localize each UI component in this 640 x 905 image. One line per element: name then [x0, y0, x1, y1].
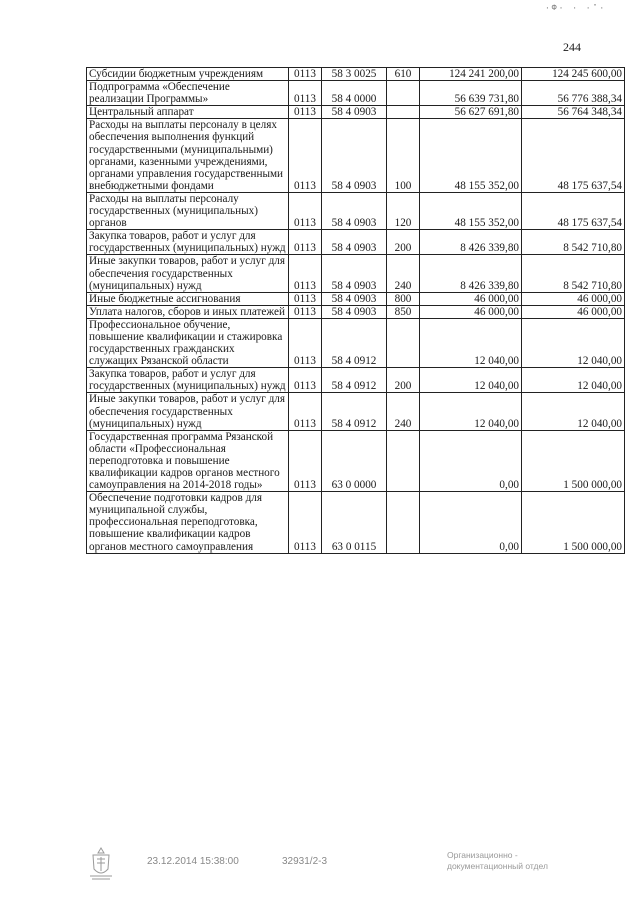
row-csr: 58 4 0903 [322, 119, 387, 193]
row-name: Государственная программа Рязанской области «Профессиональная переподготовка и повышение квалификации кадров органов местного самоуправления на 2014-2018 годы» [87, 430, 289, 491]
row-section: 0113 [289, 106, 322, 119]
table-row [87, 368, 625, 393]
row-sum-1: 56 627 691,80 [420, 106, 522, 119]
budget-table-body [87, 68, 625, 554]
row-section: 0113 [289, 68, 322, 81]
row-name: Субсидии бюджетным учреждениям [87, 68, 289, 81]
row-name: Иные бюджетные ассигнования [87, 292, 289, 305]
row-name: Подпрограмма «Обеспечение реализации Программы» [87, 81, 289, 106]
footer-department-stamp [447, 850, 548, 872]
row-csr: 63 0 0000 [322, 430, 387, 491]
row-section: 0113 [289, 119, 322, 193]
budget-table [86, 67, 625, 554]
table-row [87, 192, 625, 229]
row-sum-2: 8 542 710,80 [522, 255, 625, 292]
row-vr: 240 [387, 393, 420, 430]
row-vr: 200 [387, 230, 420, 255]
row-section: 0113 [289, 81, 322, 106]
row-csr: 58 4 0903 [322, 305, 387, 318]
row-section: 0113 [289, 430, 322, 491]
table-row [87, 430, 625, 491]
row-sum-2: 48 175 637,54 [522, 192, 625, 229]
row-vr [387, 81, 420, 106]
row-section: 0113 [289, 393, 322, 430]
row-csr: 58 4 0000 [322, 81, 387, 106]
row-sum-2: 12 040,00 [522, 318, 625, 367]
row-sum-1: 46 000,00 [420, 292, 522, 305]
table-row [87, 305, 625, 318]
row-sum-1: 0,00 [420, 492, 522, 553]
footer-timestamp: 23.12.2014 15:38:00 [147, 856, 239, 867]
table-row [87, 230, 625, 255]
row-csr: 58 4 0912 [322, 368, 387, 393]
row-name: Центральный аппарат [87, 106, 289, 119]
table-row [87, 255, 625, 292]
table-row [87, 106, 625, 119]
row-sum-2: 48 175 637,54 [522, 119, 625, 193]
row-sum-2: 56 764 348,34 [522, 106, 625, 119]
row-sum-2: 12 040,00 [522, 393, 625, 430]
row-vr [387, 318, 420, 367]
row-name: Иные закупки товаров, работ и услуг для обеспечения государственных (муниципальных) нужд [87, 393, 289, 430]
row-section: 0113 [289, 192, 322, 229]
row-vr: 200 [387, 368, 420, 393]
row-sum-1: 48 155 352,00 [420, 119, 522, 193]
table-row [87, 393, 625, 430]
row-sum-1: 46 000,00 [420, 305, 522, 318]
table-row [87, 81, 625, 106]
table-row [87, 492, 625, 553]
table-row [87, 68, 625, 81]
row-sum-2: 56 776 388,34 [522, 81, 625, 106]
row-csr: 58 4 0903 [322, 106, 387, 119]
row-section: 0113 [289, 318, 322, 367]
row-sum-2: 46 000,00 [522, 292, 625, 305]
row-csr: 58 4 0903 [322, 292, 387, 305]
row-csr: 58 4 0912 [322, 393, 387, 430]
table-row [87, 318, 625, 367]
row-vr: 800 [387, 292, 420, 305]
row-name: Расходы на выплаты персоналу в целях обеспечения выполнения функций государственными (муниципальными) органами, казенными учреждениями, органами управления государственными внебюджетными фондами [87, 119, 289, 193]
row-sum-1: 12 040,00 [420, 318, 522, 367]
stamp-line-1: Организационно - [447, 850, 518, 860]
row-vr: 100 [387, 119, 420, 193]
row-section: 0113 [289, 492, 322, 553]
row-vr [387, 106, 420, 119]
stamp-line-2: документационный отдел [447, 861, 548, 871]
row-sum-1: 8 426 339,80 [420, 255, 522, 292]
row-sum-1: 56 639 731,80 [420, 81, 522, 106]
row-vr [387, 492, 420, 553]
row-sum-2: 1 500 000,00 [522, 430, 625, 491]
row-sum-1: 48 155 352,00 [420, 192, 522, 229]
table-row [87, 119, 625, 193]
row-sum-2: 124 245 600,00 [522, 68, 625, 81]
row-csr: 58 4 0903 [322, 192, 387, 229]
row-csr: 58 4 0903 [322, 255, 387, 292]
page-number: 244 [563, 40, 581, 54]
row-vr: 610 [387, 68, 420, 81]
row-section: 0113 [289, 305, 322, 318]
row-vr: 120 [387, 192, 420, 229]
footer-doc-number: 32931/2-3 [282, 856, 328, 867]
coat-of-arms-icon [88, 846, 114, 880]
row-csr: 58 4 0912 [322, 318, 387, 367]
row-name: Закупка товаров, работ и услуг для государственных (муниципальных) нужд [87, 230, 289, 255]
row-vr: 240 [387, 255, 420, 292]
row-sum-1: 12 040,00 [420, 393, 522, 430]
row-sum-2: 1 500 000,00 [522, 492, 625, 553]
row-csr: 63 0 0115 [322, 492, 387, 553]
table-row [87, 292, 625, 305]
row-section: 0113 [289, 255, 322, 292]
row-sum-1: 8 426 339,80 [420, 230, 522, 255]
row-name: Расходы на выплаты персоналу государственных (муниципальных) органов [87, 192, 289, 229]
row-section: 0113 [289, 292, 322, 305]
row-sum-1: 124 241 200,00 [420, 68, 522, 81]
row-sum-1: 0,00 [420, 430, 522, 491]
row-section: 0113 [289, 368, 322, 393]
scan-mark: ·Ф· · ·˚· [545, 4, 607, 13]
row-csr: 58 3 0025 [322, 68, 387, 81]
row-name: Профессиональное обучение, повышение квалификации и стажировка государственных гражданских служащих Рязанской области [87, 318, 289, 367]
row-vr [387, 430, 420, 491]
row-name: Уплата налогов, сборов и иных платежей [87, 305, 289, 318]
row-csr: 58 4 0903 [322, 230, 387, 255]
row-name: Обеспечение подготовки кадров для муниципальной службы, профессиональная переподготовка, повышение квалификации кадров органов местного самоуправления [87, 492, 289, 553]
row-name: Иные закупки товаров, работ и услуг для обеспечения государственных (муниципальных) нужд [87, 255, 289, 292]
row-sum-2: 8 542 710,80 [522, 230, 625, 255]
row-name: Закупка товаров, работ и услуг для государственных (муниципальных) нужд [87, 368, 289, 393]
row-vr: 850 [387, 305, 420, 318]
row-sum-2: 46 000,00 [522, 305, 625, 318]
row-sum-2: 12 040,00 [522, 368, 625, 393]
row-section: 0113 [289, 230, 322, 255]
row-sum-1: 12 040,00 [420, 368, 522, 393]
